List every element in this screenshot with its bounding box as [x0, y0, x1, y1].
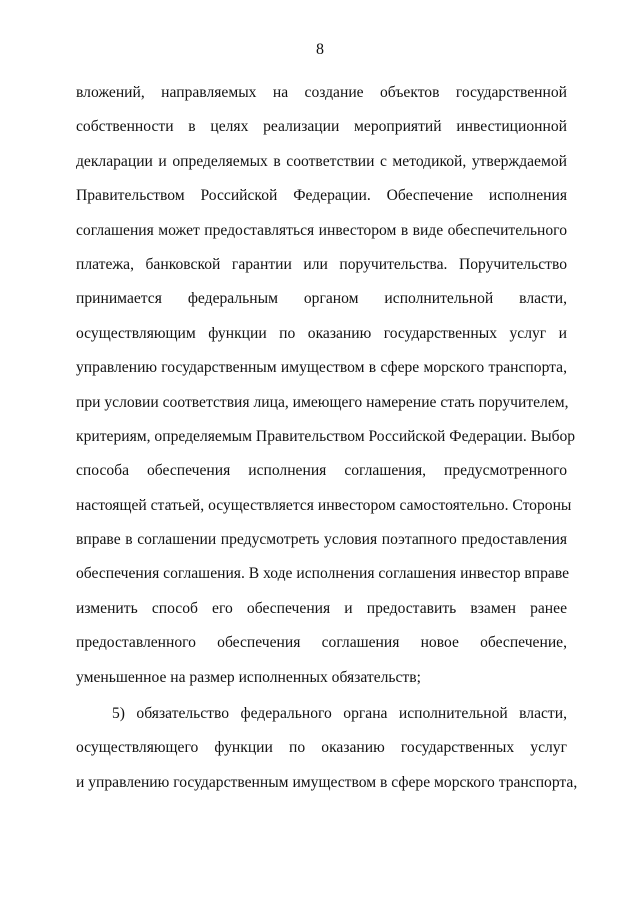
text-line: соглашения может предоставляться инвестором в виде обеспечительного [76, 221, 567, 239]
text-line: обеспечения соглашения. В ходе исполнения соглашения инвестор вправе [76, 565, 570, 583]
document-body [76, 76, 578, 800]
page-number: 8 [316, 41, 324, 58]
text-line: способа обеспечения исполнения соглашения, предусмотренного [76, 462, 567, 480]
text-line: изменить способ его обеспечения и предоставить взамен ранее [76, 599, 567, 617]
text-line: платежа, банковской гарантии или поручительства. Поручительство [76, 255, 567, 273]
text-line: осуществляющего функции по оказанию государственных услуг [76, 739, 567, 757]
text-line: и управлению государственным имуществом в сфере морского транспорта, [76, 773, 578, 791]
text-line: собственности в целях реализации мероприятий инвестиционной [76, 118, 567, 136]
paragraph-item-5 [76, 697, 578, 800]
paragraph-continuation [76, 76, 576, 695]
text-line: вправе в соглашении предусмотреть условия поэтапного предоставления [76, 531, 567, 549]
text-line: осуществляющим функции по оказанию государственных услуг и [76, 324, 567, 342]
text-line: предоставленного обеспечения соглашения новое обеспечение, [76, 634, 567, 652]
text-line: декларации и определяемых в соответствии с методикой, утверждаемой [76, 152, 567, 170]
text-line: вложений, направляемых на создание объектов государственной [76, 84, 567, 101]
text-line: Правительством Российской Федерации. Обеспечение исполнения [76, 187, 567, 205]
text-line: при условии соответствия лица, имеющего намерение стать поручителем, [76, 393, 569, 411]
text-line: критериям, определяемым Правительством Российской Федерации. Выбор [76, 427, 576, 445]
text-line: управлению государственным имуществом в сфере морского транспорта, [76, 359, 567, 377]
text-line: принимается федеральным органом исполнительной власти, [76, 290, 567, 308]
text-line-last: уменьшенное на размер исполненных обязательств; [76, 668, 421, 686]
text-line: настоящей статьей, осуществляется инвестором самостоятельно. Стороны [76, 496, 572, 514]
text-line-first: 5) обязательство федерального органа исполнительной власти, [112, 705, 567, 723]
